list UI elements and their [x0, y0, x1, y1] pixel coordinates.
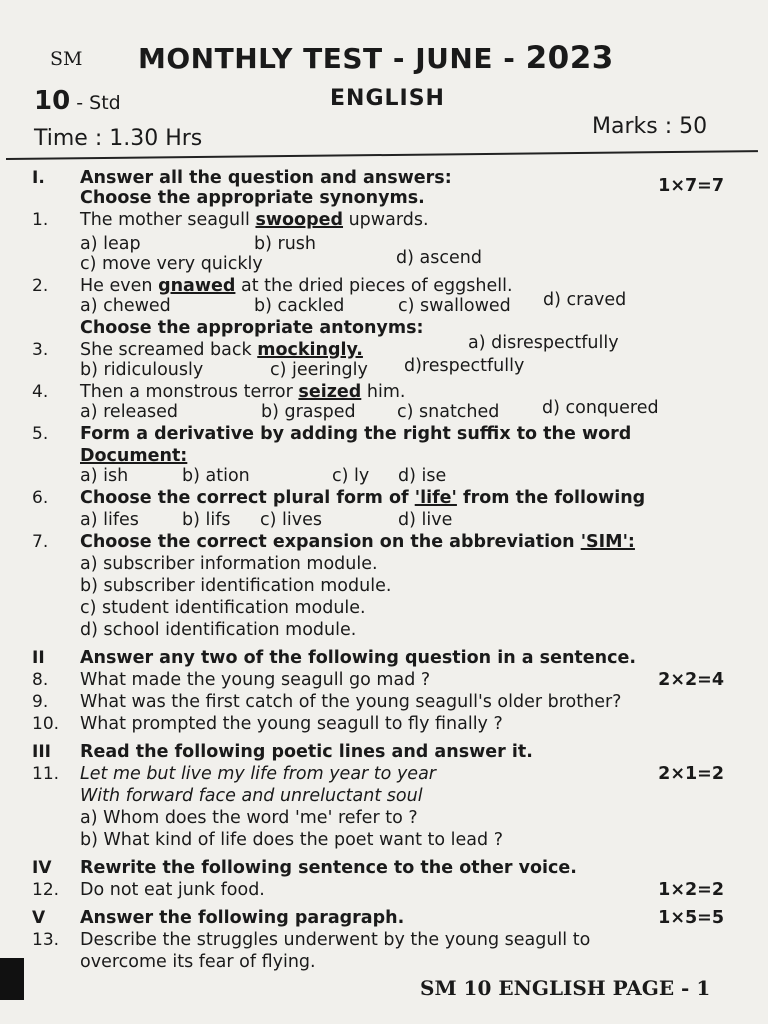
- option-c: c) swallowed: [398, 296, 511, 316]
- section-heading: Answer the following paragraph.: [80, 908, 405, 928]
- question-7-option-b: [0, 576, 768, 598]
- question-text: She screamed back mockingly.: [80, 340, 363, 360]
- page-footer: SM 10 ENGLISH PAGE - 1: [420, 976, 711, 1000]
- question-7-option-d: [0, 620, 768, 642]
- question-text: What prompted the young seagull to fly finally ?: [80, 714, 503, 734]
- question-10: [0, 714, 768, 736]
- section-marks: 2×2=4: [658, 670, 724, 690]
- question-12: [0, 880, 768, 902]
- question-2-options: [0, 290, 768, 318]
- question-4-options: [0, 398, 768, 424]
- option-d: d)respectfully: [404, 356, 525, 376]
- section-heading: Answer any two of the following question in a sentence.: [80, 648, 636, 668]
- option-d: d) live: [398, 510, 453, 530]
- key-word: mockingly.: [257, 340, 363, 360]
- question-text: Choose the correct plural form of 'life' from the following: [80, 488, 646, 508]
- question-number: 7.: [32, 532, 49, 552]
- option-c: c) move very quickly: [80, 254, 263, 274]
- sub-question-b: b) What kind of life does the poet want to lead ?: [80, 830, 503, 850]
- question-9: [0, 692, 768, 714]
- question-text: Then a monstrous terror seized him.: [80, 382, 406, 402]
- question-3-options: [0, 356, 768, 382]
- key-word: seized: [298, 382, 362, 402]
- section-5-header: [0, 908, 768, 930]
- question-5: [0, 424, 768, 446]
- question-7-option-a: [0, 554, 768, 576]
- section-4-header: [0, 858, 768, 880]
- question-number: 6.: [32, 488, 49, 508]
- option-b: b) rush: [254, 234, 316, 254]
- key-word: 'SIM':: [580, 532, 635, 552]
- option-b: b) cackled: [254, 296, 345, 316]
- question-1: [0, 210, 768, 232]
- question-11-sub-a: [0, 808, 768, 830]
- question-13: [0, 930, 768, 952]
- section-marks: 2×1=2: [658, 764, 724, 784]
- question-2: [0, 276, 768, 298]
- question-5-options: [0, 466, 768, 488]
- question-text-continued: overcome its fear of flying.: [80, 952, 316, 972]
- section-marks: 1×5=5: [658, 908, 724, 928]
- option-c: c) jeeringly: [270, 360, 368, 380]
- option-b: b) ation: [182, 466, 250, 486]
- header-divider: [6, 150, 758, 160]
- question-number: 3.: [32, 340, 49, 360]
- option-a: a) chewed: [80, 296, 171, 316]
- option-a: a) lifes: [80, 510, 139, 530]
- section-number: III: [32, 742, 51, 762]
- option-d: d) craved: [543, 290, 627, 310]
- section-number: I.: [32, 168, 45, 188]
- option-d: d) ise: [398, 466, 447, 486]
- option-c: c) snatched: [397, 402, 500, 422]
- section-number: V: [32, 908, 46, 928]
- option-c: c) ly: [332, 466, 370, 486]
- option-b: b) lifs: [182, 510, 231, 530]
- option-a: a) subscriber information module.: [80, 554, 378, 574]
- question-11: [0, 764, 768, 786]
- section-marks: 1×2=2: [658, 880, 724, 900]
- question-text: What made the young seagull go mad ?: [80, 670, 431, 690]
- section-marks: 1×7=7: [658, 176, 724, 196]
- option-d: d) ascend: [396, 248, 482, 268]
- question-number: 8.: [32, 670, 49, 690]
- poem-line-1: Let me but live my life from year to year: [80, 764, 436, 784]
- question-number: 4.: [32, 382, 49, 402]
- section-2-header: [0, 648, 768, 670]
- test-year: 2023: [525, 40, 614, 76]
- question-text: He even gnawed at the dried pieces of eggshell.: [80, 276, 513, 296]
- total-marks: Marks : 50: [592, 114, 708, 139]
- section-number: II: [32, 648, 45, 668]
- test-title: [138, 40, 614, 76]
- time-allowed: Time : 1.30 Hrs: [34, 126, 203, 151]
- key-word: swooped: [255, 210, 344, 230]
- question-text: Form a derivative by adding the right suffix to the word: [80, 424, 632, 444]
- question-number: 11.: [32, 764, 60, 784]
- section-1-header: [0, 168, 768, 190]
- question-text: Describe the struggles underwent by the young seagull to: [80, 930, 591, 950]
- question-5-word-row: [0, 446, 768, 468]
- question-number: 10.: [32, 714, 60, 734]
- question-number: 1.: [32, 210, 49, 230]
- question-11-sub-b: [0, 830, 768, 852]
- paper-code: SM: [50, 48, 83, 70]
- question-text: Do not eat junk food.: [80, 880, 265, 900]
- question-number: 9.: [32, 692, 49, 712]
- option-a: a) disrespectfully: [468, 333, 619, 353]
- question-8: [0, 670, 768, 692]
- question-1-options-row2: [0, 248, 768, 276]
- sub-question-a: a) Whom does the word 'me' refer to ?: [80, 808, 418, 828]
- poem-line-2: With forward face and unreluctant soul: [80, 786, 423, 806]
- question-text: Choose the correct expansion on the abbreviation 'SIM':: [80, 532, 635, 552]
- standard-label: - Std: [76, 92, 121, 114]
- test-title-text: MONTHLY TEST - JUNE -: [138, 42, 516, 75]
- option-b: b) grasped: [261, 402, 356, 422]
- question-3: [0, 333, 768, 362]
- key-word: gnawed: [158, 276, 236, 296]
- synonyms-heading: Choose the appropriate synonyms.: [80, 188, 425, 208]
- option-d: d) school identification module.: [80, 620, 357, 640]
- option-a: a) ish: [80, 466, 129, 486]
- option-a: a) leap: [80, 234, 141, 254]
- antonyms-heading: Choose the appropriate antonyms:: [80, 318, 424, 338]
- question-6-options: [0, 510, 768, 532]
- section-heading: Rewrite the following sentence to the other voice.: [80, 858, 577, 878]
- question-number: 2.: [32, 276, 49, 296]
- section-heading: Read the following poetic lines and answer it.: [80, 742, 533, 762]
- option-a: a) released: [80, 402, 179, 422]
- standard: [34, 86, 121, 116]
- question-7-option-c: [0, 598, 768, 620]
- section-heading: Answer all the question and answers:: [80, 168, 452, 188]
- key-word: 'life': [414, 488, 457, 508]
- question-6: [0, 488, 768, 510]
- question-13-line-2: [0, 952, 768, 974]
- question-7: [0, 532, 768, 554]
- question-text: The mother seagull swooped upwards.: [80, 210, 429, 230]
- question-11-line-2: [0, 786, 768, 808]
- option-d: d) conquered: [542, 398, 659, 418]
- option-b: b) subscriber identification module.: [80, 576, 392, 596]
- antonyms-heading-row: [0, 318, 768, 340]
- subject: ENGLISH: [330, 86, 445, 111]
- scan-mark: [0, 958, 24, 1000]
- question-number: 12.: [32, 880, 60, 900]
- question-number: 13.: [32, 930, 60, 950]
- option-c: c) student identification module.: [80, 598, 366, 618]
- question-1-options-row1: [0, 234, 768, 256]
- key-word: Document:: [80, 446, 188, 466]
- option-b: b) ridiculously: [80, 360, 204, 380]
- question-number: 5.: [32, 424, 49, 444]
- option-c: c) lives: [260, 510, 322, 530]
- standard-number: 10: [34, 86, 71, 116]
- section-3-header: [0, 742, 768, 764]
- question-text: What was the first catch of the young seagull's older brother?: [80, 692, 622, 712]
- section-number: IV: [32, 858, 52, 878]
